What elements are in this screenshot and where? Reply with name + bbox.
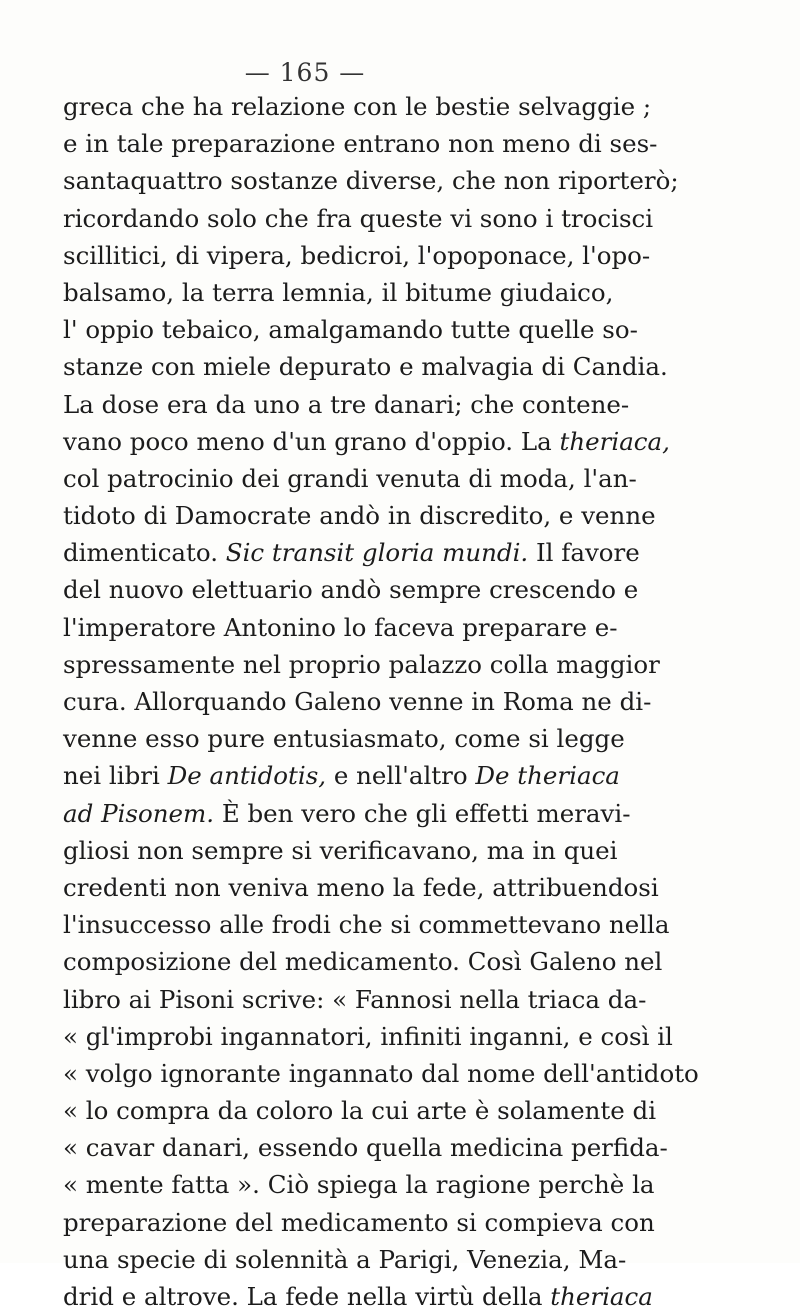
text-line: [63, 237, 651, 274]
text-line: [63, 832, 618, 869]
text-run: nei libri: [63, 761, 168, 791]
text-line: [63, 1018, 673, 1055]
text-run: l'imperatore Antonino lo faceva preparare e-: [63, 612, 618, 642]
text-run: preparazione del medicamento si compieva con: [63, 1207, 655, 1237]
text-line: [63, 200, 654, 237]
text-run: Il favore: [528, 538, 640, 568]
text-run: una specie di solennità a Parigi, Venezia, Ma-: [63, 1244, 627, 1274]
page-number: — 165 —: [244, 58, 366, 87]
text-line: [63, 1241, 627, 1278]
text-line: [63, 1204, 655, 1241]
text-run: La dose era da uno a tre danari; che contene-: [63, 389, 630, 419]
text-line: [63, 311, 638, 348]
text-line: [63, 869, 659, 906]
text-run: libro ai Pisoni scrive: « Fannosi nella triaca da-: [63, 984, 647, 1014]
text-run: composizione del medicamento. Così Galeno nel: [63, 947, 663, 977]
text-run: credenti non veniva meno la fede, attribuendosi: [63, 872, 659, 902]
text-line: [63, 423, 670, 460]
text-run: gliosi non sempre si verificavano, ma in quei: [63, 835, 618, 865]
text-run: stanze con miele depurato e malvagia di Candia.: [63, 352, 668, 382]
text-run: l' oppio tebaico, amalgamando tutte quelle so-: [63, 315, 638, 345]
text-run: del nuovo elettuario andò sempre crescendo e: [63, 575, 639, 605]
italic-text: De antidotis,: [167, 761, 327, 791]
text-run: « volgo ignorante ingannato dal nome dell'antidoto: [63, 1058, 699, 1088]
text-run: balsamo, la terra lemnia, il bitume giudaico,: [63, 277, 614, 307]
text-line: [63, 460, 637, 497]
text-line: [63, 720, 625, 757]
body-text: [63, 88, 699, 1315]
italic-text: ad Pisonem.: [63, 798, 215, 828]
italic-text: Sic transit gloria mundi.: [225, 538, 529, 568]
text-run: vano poco meno d'un grano d'oppio. La: [63, 426, 560, 456]
text-line: [63, 943, 663, 980]
text-line: [63, 1055, 699, 1092]
text-run: venne esso pure entusiasmato, come si legge: [63, 724, 625, 754]
text-run: e nell'altro: [326, 761, 476, 791]
text-run: cura. Allorquando Galeno venne in Roma ne di-: [63, 687, 652, 716]
text-run: e in tale preparazione entrano non meno di ses-: [63, 129, 658, 159]
text-line: [63, 906, 670, 943]
text-run: ricordando solo che fra queste vi sono i trocisci: [63, 203, 654, 233]
text-run: scillitici, di vipera, bedicroi, l'opoponace, l'opo-: [63, 240, 651, 270]
text-line: [63, 757, 620, 794]
text-line: [63, 534, 640, 571]
text-line: [63, 88, 652, 125]
text-line: [63, 1092, 657, 1129]
text-run: l'insuccesso alle frodi che si commettevano nella: [63, 910, 670, 940]
text-line: [63, 386, 630, 423]
text-run: tidoto di Damocrate andò in discredito, e venne: [63, 501, 656, 531]
text-line: [63, 125, 658, 162]
italic-text: theriaca: [550, 1282, 653, 1311]
text-line: [63, 1278, 653, 1315]
text-line: [63, 981, 647, 1018]
text-line: [63, 1129, 668, 1166]
text-line: [63, 1166, 655, 1203]
text-run: drid e altrove. La fede nella virtù della: [63, 1282, 551, 1311]
text-run: « gl'improbi ingannatori, infiniti inganni, e così il: [63, 1021, 673, 1051]
text-line: [63, 795, 631, 832]
text-line: [63, 497, 656, 534]
text-line: [63, 274, 614, 311]
italic-text: theriaca,: [559, 426, 670, 456]
text-line: [63, 162, 679, 199]
text-run: « cavar danari, essendo quella medicina perfida-: [63, 1133, 668, 1163]
text-line: [63, 348, 668, 385]
text-run: « mente fatta ». Ciò spiega la ragione perchè la: [63, 1170, 655, 1200]
text-run: spressamente nel proprio palazzo colla maggior: [63, 649, 660, 679]
italic-text: De theriaca: [475, 761, 620, 791]
text-line: [63, 683, 652, 720]
text-line: [63, 646, 660, 683]
text-line: [63, 609, 618, 646]
text-run: greca che ha relazione con le bestie selvaggie ;: [63, 92, 652, 121]
text-run: dimenticato.: [63, 538, 226, 568]
text-line: [63, 571, 639, 608]
text-run: « lo compra da coloro la cui arte è solamente di: [63, 1096, 657, 1126]
text-run: col patrocinio dei grandi venuta di moda, l'an-: [63, 463, 637, 493]
text-run: santaquattro sostanze diverse, che non riporterò;: [63, 166, 679, 196]
text-run: È ben vero che gli effetti meravi-: [214, 798, 631, 828]
